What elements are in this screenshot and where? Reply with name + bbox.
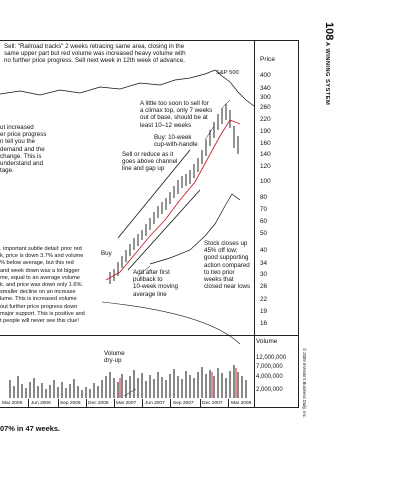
price-tick: 400: [260, 72, 271, 79]
annotation-stock-closes: Stock closes up 45% off low; good supporting action compared to two prior weeks that closed near lows: [204, 240, 251, 291]
month-label: Sep 2006: [60, 401, 81, 406]
month-label: Dec 2007: [202, 401, 223, 406]
stock-chart-graphic: [0, 40, 299, 408]
price-tick: 190: [260, 128, 271, 135]
volume-bars: [10, 365, 246, 398]
month-label: Mar 2007: [116, 401, 137, 406]
volume-tick: 2,000,000: [256, 387, 283, 393]
price-tick: 160: [260, 140, 271, 147]
price-tick: 16: [260, 320, 268, 327]
annotation-buy-10week: Buy: 10-week cup-with-handle: [154, 134, 198, 149]
price-tick: 22: [260, 296, 268, 303]
annotation-top-sell: Sell: "Railroad tracks" 2 weeks retracing same area, closing in the same upper part but red volume was increased heavy volume with no further price progress. Sell next week in 12th week of advance.: [4, 43, 186, 65]
price-tick: 70: [260, 206, 268, 213]
month-divider: [170, 399, 171, 407]
annotation-volume-dryup: Volume dry-up: [104, 350, 125, 365]
volume-tick: 12,000,000: [256, 355, 287, 361]
price-tick: 220: [260, 116, 271, 123]
month-divider: [142, 399, 143, 407]
month-label: Jun 2007: [145, 401, 165, 406]
month-label: Sep 2007: [173, 401, 194, 406]
month-label: Mar 2006: [2, 401, 23, 406]
month-label: Dec 2006: [88, 401, 109, 406]
price-tick: 50: [260, 230, 268, 237]
price-tick: 60: [260, 218, 268, 225]
annotation-add-after: Add after first pullback to 10-week moving average line: [133, 269, 179, 298]
month-divider: [86, 399, 87, 407]
copyright-notice: © 2009 Investor's Business Daily, Inc.: [302, 348, 307, 418]
price-tick: 300: [260, 94, 271, 101]
price-tick: 100: [260, 178, 271, 185]
chapter-title: A WINNING SYSTEM: [324, 42, 330, 106]
price-tick: 19: [260, 308, 268, 315]
price-tick: 26: [260, 283, 268, 290]
volume-tick: 4,000,000: [256, 374, 283, 380]
annotation-left-bottom: . important subtle detail: prior red k, price is down 3.7% and volume % below average, but this red and week down was a lot bigger me, equal to an average volume k, and price was down only 1.6%. smaller decline on an increase lume. This is increased volume out further price progress down major support. This is positive and t people will never see this clue!: [0, 246, 85, 325]
month-divider: [114, 399, 115, 407]
price-tick: 40: [260, 247, 268, 254]
price-tick: 30: [260, 271, 268, 278]
figure-caption: 07% in 47 weeks.: [0, 424, 60, 433]
annotation-sp500: S&P 500: [216, 70, 239, 76]
volume-tick: 7,000,000: [256, 364, 283, 370]
price-axis-label: Price: [260, 56, 276, 63]
lower-curve: [102, 302, 240, 344]
page-number: 108: [323, 22, 335, 41]
volume-axis-label: Volume: [256, 338, 278, 345]
month-label: Mar 2008: [231, 401, 252, 406]
month-divider: [28, 399, 29, 407]
month-divider: [58, 399, 59, 407]
month-divider: [228, 399, 229, 407]
channel-line-lower: [128, 190, 200, 270]
price-tick: 34: [260, 260, 268, 267]
price-tick: 340: [260, 85, 271, 92]
annotation-buy: Buy: [101, 250, 112, 257]
price-tick: 140: [260, 151, 271, 158]
price-tick: 260: [260, 104, 271, 111]
annotation-too-soon: A little too soon to sell for a climax top, only 7 weeks out of base, should be at least 10–12 weeks: [140, 100, 213, 129]
annotation-sell-reduce: Sell or reduce as it goes above channel line and gap up: [122, 151, 178, 173]
month-divider: [200, 399, 201, 407]
month-label: Jun 2006: [31, 401, 51, 406]
annotation-left-middle: ut increased er price progress n tell you the demand and the change. This is understand and tage.: [0, 124, 47, 175]
price-tick: 120: [260, 163, 271, 170]
price-tick: 80: [260, 194, 268, 201]
